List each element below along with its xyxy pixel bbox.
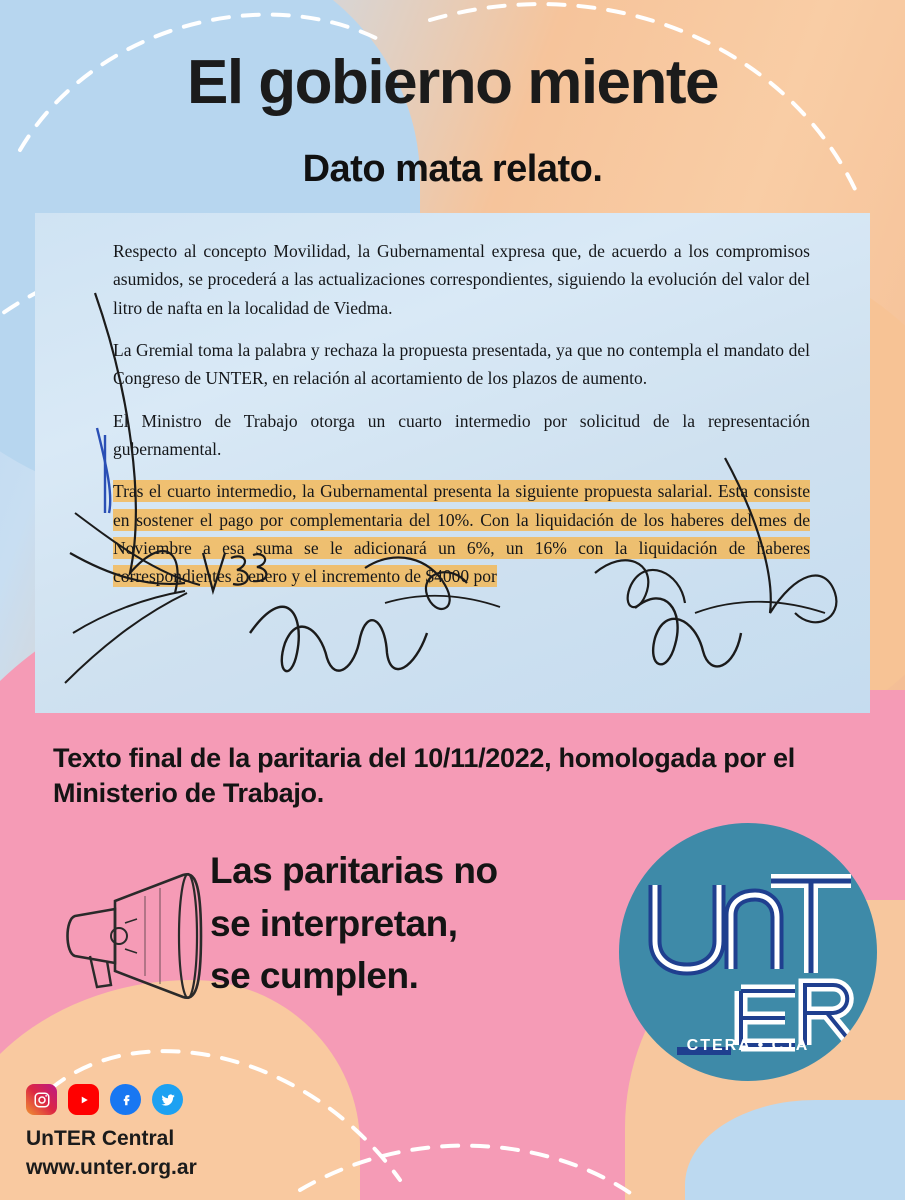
slogan-text xyxy=(210,845,498,1003)
document-paragraph: Respecto al concepto Movilidad, la Gubernamental expresa que, de acuerdo a los compromisos asumidos, se procederá a las actualizaciones correspondientes, siguiendo la evolución del valor del litro de nafta en la localidad de Viedma. xyxy=(113,241,810,318)
page-title: El gobierno miente xyxy=(186,48,719,117)
youtube-glyph xyxy=(75,1091,93,1109)
highlighted-text: Tras el cuarto intermedio, la Gubernamental presenta la siguiente propuesta salarial. Esta consiste en sostener el pago por complementaria del 10%. Con la liquidación de los haberes del mes de Noviembre a esa suma se le adicionará un 6%, un 16% con la liquidación de haberes correspondientes a enero y el incremento de $4000 por xyxy=(113,481,810,587)
footer xyxy=(26,1084,197,1182)
facebook-icon[interactable] xyxy=(110,1084,141,1115)
slogan-line: Las paritarias no xyxy=(210,850,498,892)
slogan-line: se interpretan, xyxy=(210,902,458,944)
megaphone-icon xyxy=(55,861,220,1011)
document-caption: Texto final de la paritaria del 10/11/2022, homologada por el Ministerio de Trabajo. xyxy=(53,743,795,809)
twitter-icon[interactable] xyxy=(152,1084,183,1115)
document-paragraph-highlighted xyxy=(113,477,810,590)
slogan-line: se cumplen. xyxy=(210,955,419,997)
footer-website[interactable]: www.unter.org.ar xyxy=(26,1155,197,1179)
twitter-glyph xyxy=(159,1091,177,1109)
footer-account: UnTER Central xyxy=(26,1127,175,1151)
document-paragraph: La Gremial toma la palabra y rechaza la propuesta presentada, ya que no contempla el mandato del Congreso de UNTER, en relación al acortamiento de los plazos de aumento. xyxy=(113,340,810,389)
document-photo xyxy=(35,213,870,713)
instagram-icon[interactable] xyxy=(26,1084,57,1115)
facebook-glyph xyxy=(117,1091,135,1109)
logo-tagline: CTERA • CTA xyxy=(686,1037,810,1055)
youtube-icon[interactable] xyxy=(68,1084,99,1115)
page-subtitle: Dato mata relato. xyxy=(302,148,603,190)
document-text-block xyxy=(35,213,870,591)
document-paragraph: El Ministro de Trabajo otorga un cuarto intermedio por solicitud de la representación gubernamental. xyxy=(113,410,810,460)
instagram-glyph xyxy=(33,1091,51,1109)
unter-logo xyxy=(619,823,877,1081)
social-links xyxy=(26,1084,197,1115)
